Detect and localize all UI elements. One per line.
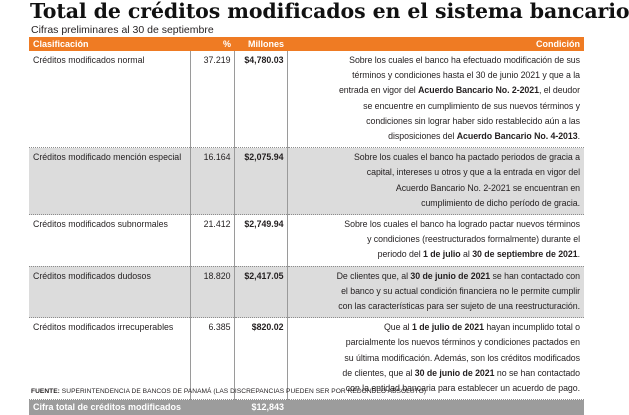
table-row xyxy=(29,266,584,318)
condicion-text: se han contactado con xyxy=(490,270,580,281)
row-clasificacion: Créditos modificados irrecuperables xyxy=(29,318,190,400)
total-value: $12,843 xyxy=(234,400,287,415)
condicion-text: con la entidad bancaria para establecer un acuerdo de pago. xyxy=(345,383,580,394)
page-subtitle: Cifras preliminares al 30 de septiembre xyxy=(31,24,214,36)
row-clasificacion: Créditos modificados normal xyxy=(29,51,190,148)
total-label: Cifra total de créditos modificados xyxy=(29,400,234,415)
condicion-text: capital, intereses u otros y que a la entrada en vigor del xyxy=(366,167,580,178)
condicion-line xyxy=(291,83,581,98)
row-percent: 16.164 xyxy=(190,148,234,215)
column-header-millones: Millones xyxy=(234,37,287,51)
condicion-line xyxy=(291,114,581,129)
condicion-line xyxy=(291,196,581,211)
source-label: FUENTE: xyxy=(31,388,60,395)
column-header-percent: % xyxy=(190,37,234,51)
condicion-line xyxy=(291,99,581,114)
row-percent: 18.820 xyxy=(190,266,234,318)
total-row xyxy=(29,400,584,415)
condicion-line xyxy=(291,53,581,68)
condicion-bold-text: 30 de junio de 2021 xyxy=(410,270,491,281)
row-percent: 37.219 xyxy=(190,51,234,148)
condicion-text: el banco y su actual condición financiera no le permite cumplir xyxy=(341,285,580,296)
condicion-text: su última modificación. Además, son los créditos modificados xyxy=(344,352,580,363)
condicion-text: condiciones sin lograr haber sido restablecido aún a las xyxy=(366,115,580,126)
condicion-text: no se han contactado xyxy=(494,367,580,378)
column-header-condicion: Condición xyxy=(287,37,584,51)
table-header-row xyxy=(29,37,584,51)
condicion-line xyxy=(291,165,581,180)
condicion-line xyxy=(291,269,581,284)
condicion-line xyxy=(291,217,581,232)
row-millones: $2,417.05 xyxy=(234,266,287,318)
condicion-text: Sobre los cuales el banco ha logrado pactar nuevos términos xyxy=(344,219,580,230)
source-note xyxy=(31,387,426,396)
condicion-text: con las características para ser sujeto de una reestructuración. xyxy=(338,301,580,312)
condicion-text: disposiciones del xyxy=(388,131,457,142)
row-millones: $2,075.94 xyxy=(234,148,287,215)
condicion-text: periodo del xyxy=(377,249,423,260)
row-clasificacion: Créditos modificados subnormales xyxy=(29,215,190,267)
condicion-line xyxy=(291,150,581,165)
table-row xyxy=(29,215,584,267)
condicion-line xyxy=(291,366,581,381)
credits-table xyxy=(29,37,584,415)
condicion-line xyxy=(291,232,581,247)
condicion-text: , el deudor xyxy=(538,85,580,96)
condicion-bold-text: 1 de julio xyxy=(423,249,461,260)
condicion-bold-text: 30 de junio de 2021 xyxy=(414,367,495,378)
condicion-text: Sobre los cuales el banco ha pactado periodos de gracia a xyxy=(353,152,580,163)
condicion-line xyxy=(291,68,581,83)
condicion-text: términos y condiciones hasta el 30 de junio 2021 y que a la xyxy=(352,70,580,81)
total-empty-cell xyxy=(287,400,584,415)
condicion-line xyxy=(291,320,581,335)
table-row xyxy=(29,51,584,148)
table-row xyxy=(29,148,584,215)
row-percent: 6.385 xyxy=(190,318,234,400)
condicion-bold-text: 30 de septiembre de 2021 xyxy=(472,249,578,260)
row-clasificacion: Créditos modificado mención especial xyxy=(29,148,190,215)
condicion-text: . xyxy=(577,249,580,260)
condicion-line xyxy=(291,299,581,314)
condicion-line xyxy=(291,247,581,262)
condicion-bold-text: Acuerdo Bancario No. 4-2013 xyxy=(456,131,578,142)
condicion-text: cumplimiento de dicho período de gracia. xyxy=(421,197,580,208)
condicion-text: de clientes, que al xyxy=(342,367,415,378)
condicion-text: y condiciones (reestructurados formalmente) durante el xyxy=(367,234,580,245)
row-condicion xyxy=(287,266,584,318)
condicion-text: se encuentre en cumplimiento de sus nuevos términos y xyxy=(363,100,580,111)
row-clasificacion: Créditos modificados dudosos xyxy=(29,266,190,318)
row-condicion xyxy=(287,51,584,148)
condicion-text: Acuerdo Bancario No. 2-2021 se encuentran en xyxy=(395,182,580,193)
condicion-line xyxy=(291,129,581,144)
condicion-line xyxy=(291,351,581,366)
row-millones: $2,749.94 xyxy=(234,215,287,267)
page-title: Total de créditos modificados en el sistema bancario xyxy=(30,0,629,23)
condicion-text: Sobre los cuales el banco ha efectuado modificación de sus xyxy=(349,55,580,65)
condicion-bold-text: 1 de julio de 2021 xyxy=(411,322,484,333)
row-millones: $4,780.03 xyxy=(234,51,287,148)
row-percent: 21.412 xyxy=(190,215,234,267)
condicion-text: . xyxy=(577,131,580,142)
condicion-line xyxy=(291,284,581,299)
condicion-text: Que al xyxy=(383,322,412,333)
condicion-text: parcialmente los nuevos términos y condiciones pactados en xyxy=(345,337,580,348)
source-text: SUPERINTENDENCIA DE BANCOS DE PANAMÁ (LAS DISCREPANCIAS PUEDEN SER POR REDONDEO ABSOLUTO) xyxy=(59,388,427,395)
row-condicion xyxy=(287,148,584,215)
condicion-bold-text: Acuerdo Bancario No. 2-2021 xyxy=(418,85,539,96)
condicion-text: entrada en vigor del xyxy=(338,85,419,96)
row-condicion xyxy=(287,215,584,267)
condicion-text: hayan incumplido total o xyxy=(483,322,580,333)
column-header-clasificacion: Clasificación xyxy=(29,37,190,51)
condicion-text: al xyxy=(460,249,473,260)
row-millones: $820.02 xyxy=(234,318,287,400)
condicion-line xyxy=(291,335,581,350)
condicion-line xyxy=(291,181,581,196)
condicion-text: De clientes que, al xyxy=(336,270,411,281)
